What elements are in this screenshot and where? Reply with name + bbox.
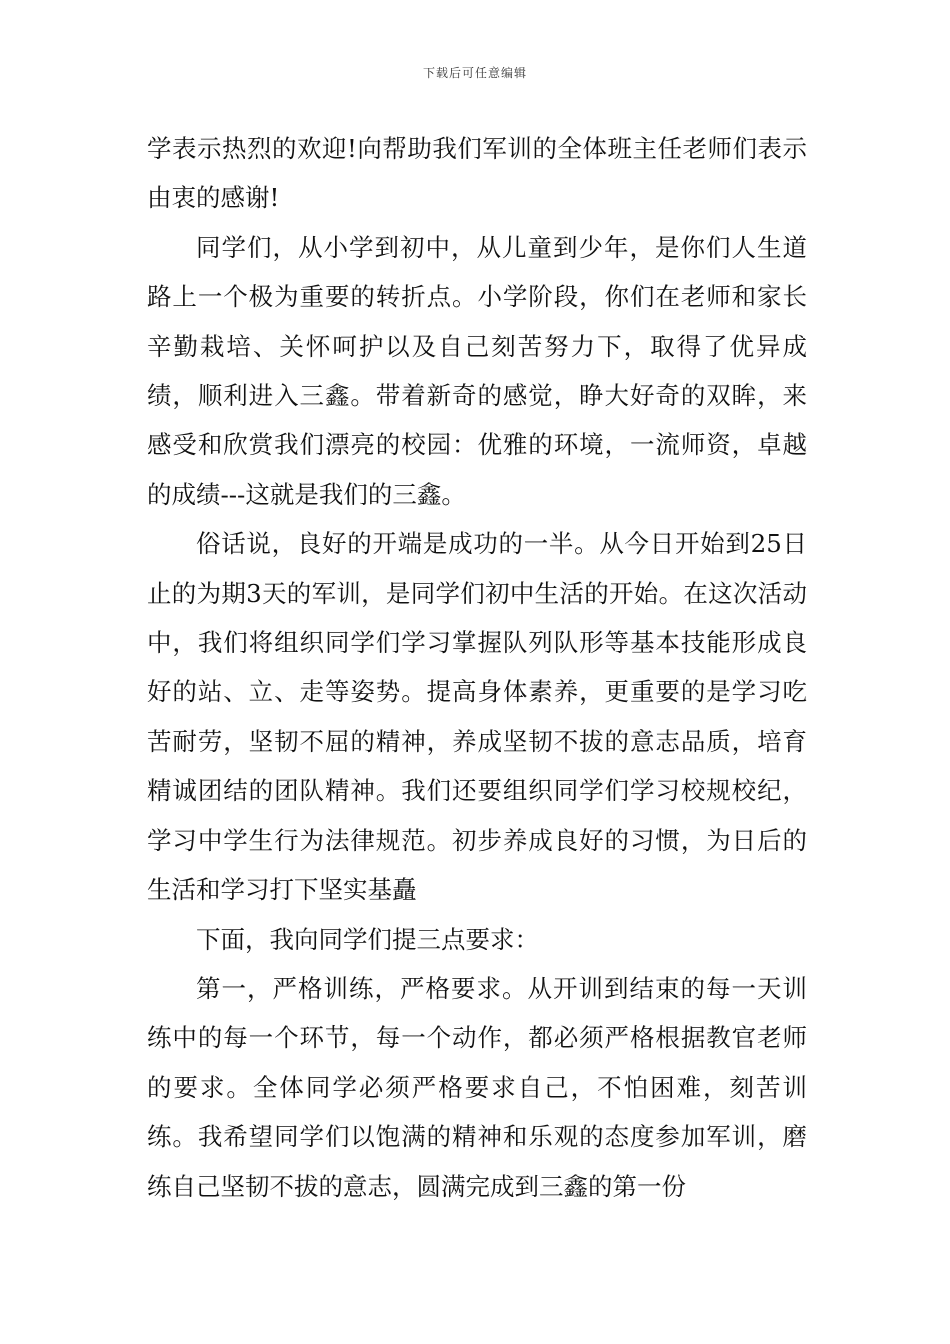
paragraph-5: 第一，严格训练，严格要求。从开训到结束的每一天训练中的每一个环节，每一个动作，都必须严格根据教官老师的要求。全体同学必须严格要求自己，不怕困难，刻苦训练。我希望同学们以饱满的精神和乐观的态度参加军训，磨练自己坚韧不拔的意志，圆满完成到三鑫的第一份 bbox=[147, 973, 807, 1201]
document-body bbox=[147, 124, 807, 1211]
page-header: 下载后可任意编辑 bbox=[422, 66, 527, 80]
paragraph-3: 俗话说，良好的开端是成功的一半。从今日开始到25日止的为期3天的军训，是同学们初中生活的开始。在这次活动中，我们将组织同学们学习掌握队列队形等基本技能形成良好的站、立、走等姿势。提高身体素养，更重要的是学习吃苦耐劳，坚韧不屈的精神，养成坚韧不拔的意志品质，培育精诚团结的团队精神。我们还要组织同学们学习校规校纪，学习中学生行为法律规范。初步养成良好的习惯，为日后的生活和学习打下坚实基矗 bbox=[147, 529, 807, 905]
paragraph-4: 下面，我向同学们提三点要求： bbox=[196, 924, 539, 954]
paragraph-2: 同学们，从小学到初中，从儿童到少年，是你们人生道路上一个极为重要的转折点。小学阶段，你们在老师和家长辛勤栽培、关怀呵护以及自己刻苦努力下，取得了优异成绩，顺利进入三鑫。带着新奇的感觉，睁大好奇的双眸，来感受和欣赏我们漂亮的校园：优雅的环境，一流师资，卓越的成绩---这就是我们的三鑫。 bbox=[147, 232, 807, 509]
paragraph-1: 学表示热烈的欢迎!向帮助我们军训的全体班主任老师们表示由衷的感谢! bbox=[147, 134, 807, 213]
